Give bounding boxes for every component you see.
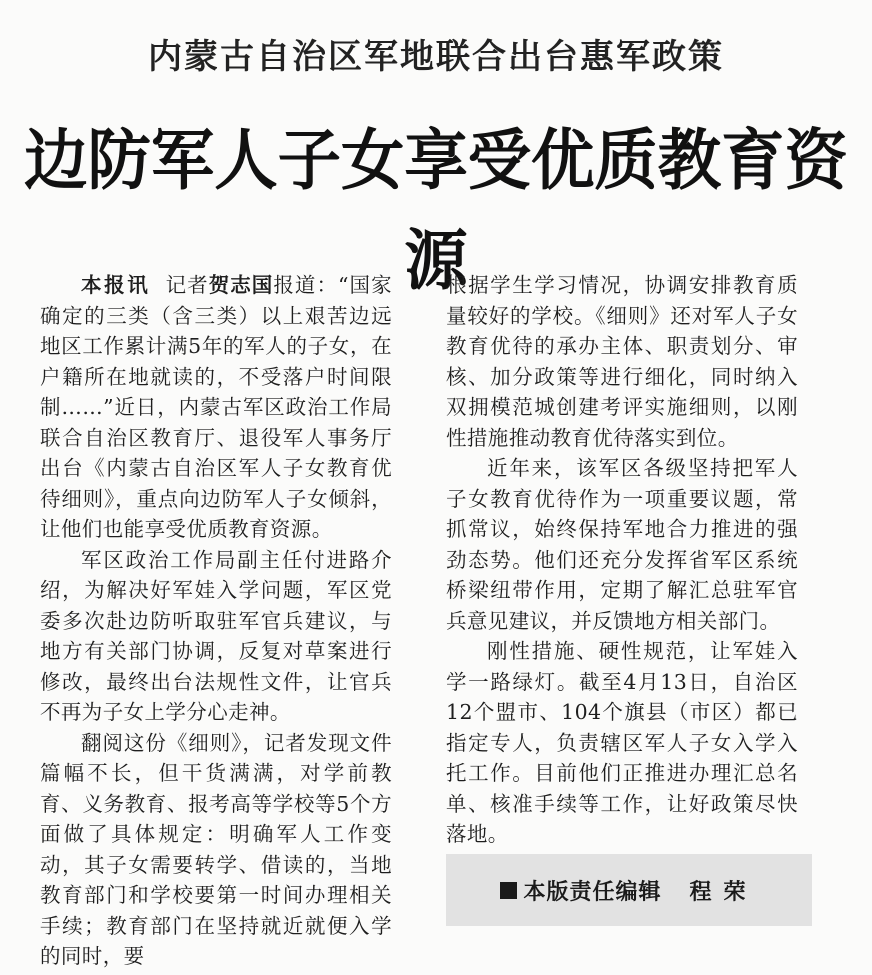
black-square-icon xyxy=(500,882,517,899)
article-paragraph: 近年来，该军区各级坚持把军人子女教育优待作为一项重要议题，常抓常议，始终保持军地合力推进的强劲态势。他们还充分发挥省军区系统桥梁纽带作用，定期了解汇总驻军官兵意见建议，并反馈地方相关部门。 xyxy=(446,456,798,633)
editor-label: 本版责任编辑 xyxy=(523,879,662,905)
reporter-prefix: 记者 xyxy=(165,273,209,297)
article-paragraph xyxy=(40,270,392,545)
reporter-name: 贺志国 xyxy=(208,273,274,297)
article-column-left xyxy=(40,270,392,972)
article-paragraph: 根据学生学习情况，协调安排教育质量较好的学校。《细则》还对军人子女教育优待的承办主体、职责划分、审核、加分政策等进行细化，同时纳入双拥模范城创建考评实施细则，以刚性措施推动教育优待落实到位。 xyxy=(446,273,798,450)
lead-tag: 本报讯 xyxy=(81,273,151,297)
kicker-headline: 内蒙古自治区军地联合出台惠军政策 xyxy=(148,37,724,77)
article-paragraph: 翻阅这份《细则》，记者发现文件篇幅不长，但干货满满，对学前教育、义务教育、报考高等学校等5个方面做了具体规定：明确军人工作变动，其子女需要转学、借读的，当地教育部门和学校要第一时间办理相关手续；教育部门在坚持就近就便入学的同时，要 xyxy=(40,730,392,968)
paragraph-text: 报道：“国家确定的三类（含三类）以上艰苦边远地区工作累计满5年的军人的子女，在户籍所在地就读的，不受落户时间限制……”近日，内蒙古军区政治工作局联合自治区教育厅、退役军人事务厅出台《内蒙古自治区军人子女教育优待细则》，重点向边防军人子女倾斜，让他们也能享受优质教育资源。 xyxy=(40,273,392,541)
article-paragraph: 刚性措施、硬性规范，让军娃入学一路绿灯。截至4月13日，自治区12个盟市、104个旗县（市区）都已指定专人，负责辖区军人子女入学入托工作。目前他们正推进办理汇总名单、核准手续等工作，让好政策尽快落地。 xyxy=(446,639,798,846)
article-paragraph: 军区政治工作局副主任付进路介绍，为解决好军娃入学问题，军区党委多次赴边防听取驻军官兵建议，与地方有关部门协调，反复对草案进行修改，最终出台法规性文件，让官兵不再为子女上学分心走神。 xyxy=(40,547,392,724)
article-column-right xyxy=(446,270,798,850)
editor-name: 程荣 xyxy=(689,879,758,905)
main-headline: 边防军人子女享受优质教育资源 xyxy=(24,121,848,299)
editor-credit-box xyxy=(446,854,812,926)
